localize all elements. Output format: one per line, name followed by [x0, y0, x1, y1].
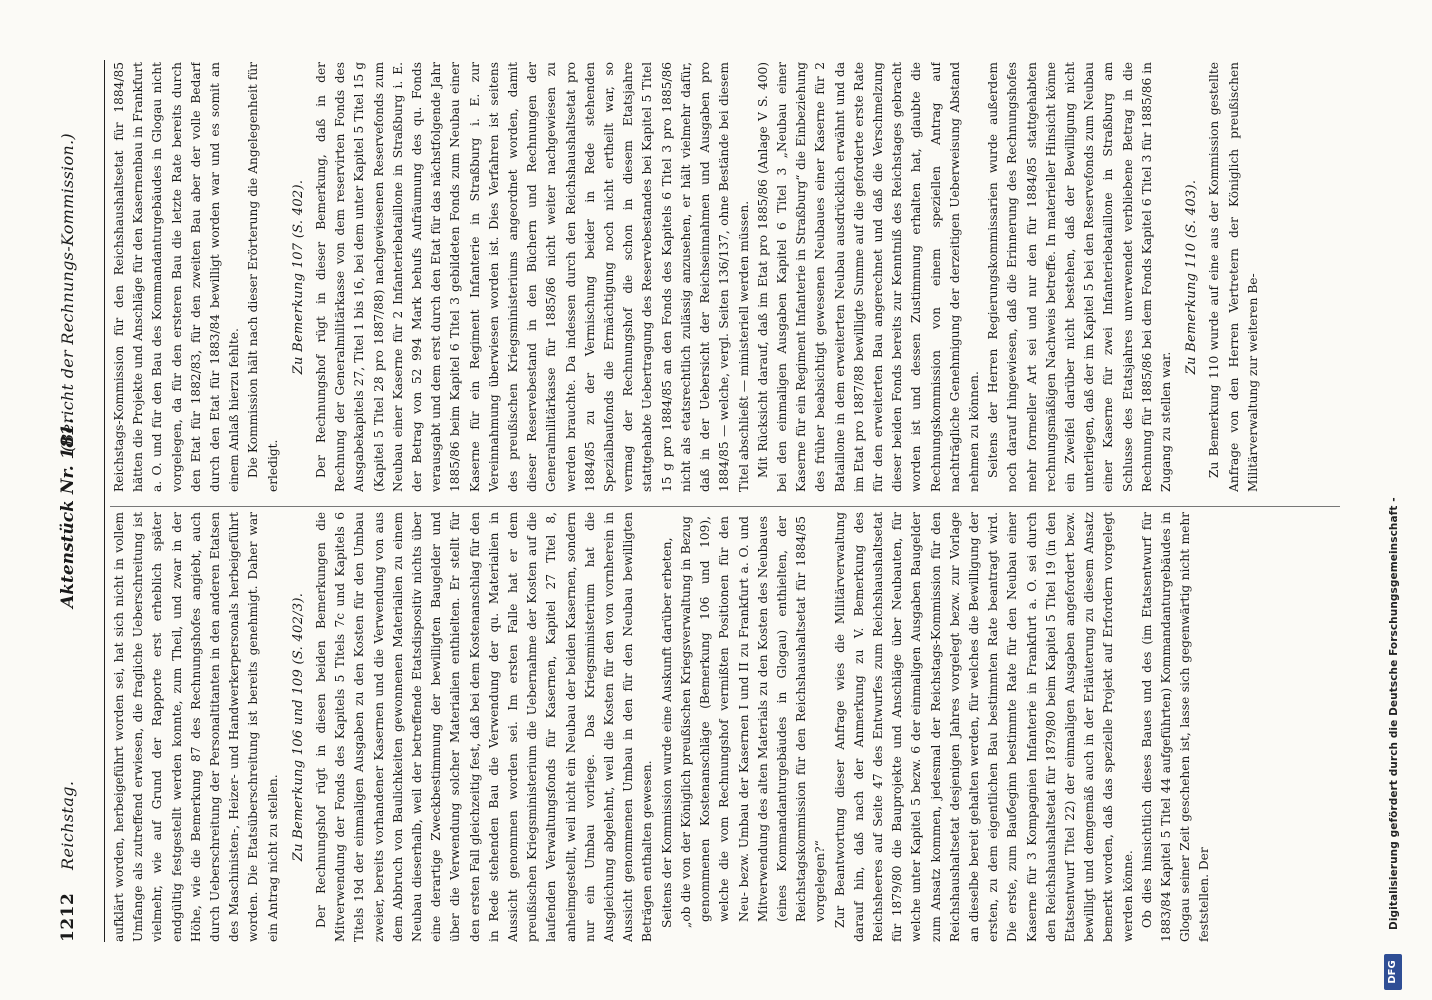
section-heading: Zu Bemerkung 110 (S. 403). — [1184, 179, 1200, 375]
header-rule — [104, 60, 105, 942]
paragraph: Der Rechnungshof rügt in diesen beiden Bemerkungen die Mitverwendung der Fonds des Kapitels 5 Titels 7c und Kapitels 6 Titels 19d der einmaligen Ausgaben zu den Kosten für den Umbau zweier, bereits vorhandener Kasernen und die Verwendung von aus dem Abbruch von Baulichkeiten gewonnenen Materialien zu einem Neubau dieserhalb, weil der betreffende Etatsdispositiv nichts über eine derartige Zweckbestimmung der bewilligten Baugelder und über die Verwendung solcher Materialien enthielten. Er stellt für den ersten Fall gleichzeitig fest, daß bei dem Kostenanschlag für den in Rede stehenden Bau die Verwendung der qu. Materialien in Aussicht genommen worden sei. Im ersten Falle hat er dem preußischen Kriegsministerium die Uebernahme der Kosten auf die laufenden Verwaltungsfonds für Kasernen, Kapitel 27 Titel 8, anheimgestellt, weil nicht ein Neubau der beiden Kasernen, sondern nur ein Umbau vorliege. Das Kriegsministerium hat die Ausgleichung abgelehnt, weil die Kosten für den von vornherein in Aussicht genommenen Umbau in den für den Neubau bewilligten Beträgen enthalten gewesen. — [314, 512, 655, 942]
paragraph: Zu Bemerkung 110 wurde auf eine aus der Kommission gestellte Anfrage von den Herren Vertretern der Königlich preußischen Militärverwaltung zur weiteren Be- — [1207, 62, 1260, 492]
text-column-right — [110, 62, 1360, 492]
paragraph: Die Kommission hält nach dieser Erörterung die Angelegenheit für erledigt. — [246, 62, 280, 492]
running-head: Reichstag. — [58, 780, 77, 870]
paragraph: Seitens der Kommission wurde eine Auskunft darüber erbeten, — [659, 537, 674, 928]
document-number: Aktenstück Nr. 181. — [58, 417, 78, 608]
paragraph: Der Rechnungshof rügt in dieser Bemerkung, daß in der Rechnung der Generalmilitärkasse von dem reservirten Fonds des Ausgabekapitels 27, Titel 1 bis 16, bei dem unter Kapitel 5 Titel 15 g (Kapitel 5 Titel 28 pro 1887/88) nachgewiesenen Reservefonds zum Neubau einer Kaserne für 2 Infanteriebataillone in Straßburg i. E. der Betrag von 52 994 Mark behufs Aufräumung des qu. Fonds verausgabt und dem erst durch den Etat für das nächstfolgende Jahr 1885/86 beim Kapitel 6 Titel 3 gebildeten Fonds zum Neubau einer Kaserne für ein Regiment Infanterie in Straßburg i. E. zur Vereinnahmung überwiesen worden ist. Dies Verfahren ist seitens des preußischen Kriegsministeriums angeordnet worden, damit dieser Reservebestand in den Büchern und Rechnungen der Generalmilitärkasse für 1885/86 nicht weiter nachgewiesen zu werden brauchte. Da indessen durch den Reichshaushaltsetat pro 1884/85 zu der Vermischung beider in Rede stehenden Spezialbaufonds die Ermächtigung noch nicht ertheilt war, so vermag der Rechnungshof die schon in diesem Etatsjahre stattgehabte Uebertragung des Reservebestandes bei Kapitel 5 Titel 15 g pro 1884/85 an den Fonds des Kapitels 6 Titel 3 pro 1885/86 nicht als etatsrechtlich zulässig anzusehen, er hält vielmehr dafür, daß in der Uebersicht der Reichseinnahmen und Ausgaben pro 1884/85 — welche, vergl. Seiten 136/137, ohne Bestände bei diesem Titel abschließt — ministeriell werden müssen. — [314, 62, 751, 492]
paragraph: Seitens der Herren Regierungskommissarien wurde außerdem noch darauf hingewiesen, daß die Erinnerung des Rechnungshofes mehr formeller Art sei und nur den für 1884/85 stattgehabten rechnungsmäßigen Nachweis betreffe. In materieller Hinsicht könne ein Zweifel darüber nicht bestehen, daß der Bewilligung nicht unterliegen, daß der im Kapitel 5 bei den Reservefonds zum Neubau einer Kaserne für zwei Infanteriebataillone in Straßburg am Schlusse des Etatsjahres unverwendet verbliebene Betrag in die Rechnung für 1885/86 bei dem Fonds Kapitel 6 Titel 3 für 1885/86 in Zugang zu stellen war. — [986, 62, 1173, 492]
paragraph: aufklärt worden, herbeigeführt worden sei, hat sich nicht in vollem Umfange als zutreffend erwiesen, die fragliche Ueberschreitung ist vielmehr, wie auf Grund der Rapporte erst erheblich später endgültig festgestellt werden konnte, zum Theil, und zwar in der Höhe, wie die Bemerkung 87 des Rechnungshofes angiebt, auch durch Ueberschreitung der Personaltitanten in den anderen Etatsen des Maschinisten-, Heizer- und Handwerkerpersonals herbeigeführt worden. Die Etatsüberschreitung ist bereits genehmigt. Daher war ein Antrag nicht zu stellen. — [112, 512, 280, 942]
paragraph: Mit Rücksicht darauf, daß im Etat pro 1885/86 (Anlage V S. 400) bei den einmaligen Ausgaben Kapitel 6 Titel 3 „Neubau einer Kaserne für ein Regiment Infanterie in Straßburg“ die Einbeziehung des früher beabsichtigt gewesenen Neubaues einer Kaserne für 2 Bataillone in dem erweiterten Neubau ausdrücklich erwähnt und da im Etat pro 1887/88 bewilligte Summe auf die geforderte erste Rate für den erweiterten Bau angerechnet und daß die Verschmelzung dieser beiden Fonds bereits zur Kenntniß des Reichstages gebracht worden ist und dessen Zustimmung erhalten hat, glaubte die Rechnungskommission von einem speziellen Antrag auf nachträgliche Genehmigung der derzeitigen Ueberweisung Abstand nehmen zu können. — [755, 62, 981, 492]
section-title: (Bericht der Rechnungs-Kommission.) — [58, 133, 77, 452]
text-column-left — [110, 512, 1360, 942]
paragraph: Ob dies hinsichtlich dieses Baues und des (im Etatsentwurf für 1883/84 Kapitel 5 Titel 44 aufgeführten) Kommandanturgebäudes in Glogau seiner Zeit geschehen ist, lasse sich gegenwärtig nicht mehr feststellen. Der — [1139, 512, 1212, 942]
quoted-question: „ob die von der Königlich preußischen Kriegsverwaltung in Bezug genommenen Kostenanschläge (Bemerkung 106 und 109), welche die vom Rechnungshof vermißten Positionen für den Neu- bezw. Umbau der Kasernen I und II zu Frankfurt a. O. und Mitverwendung des alten Materials zu den Kosten des Neubaues (eines Kommandanturgebäudes in Glogau) enthielten, der Reichstagskommission für den Reichshaushaltsetat für 1884/85 vorgelegen?“ — [678, 516, 828, 928]
paragraph: Zur Beantwortung dieser Anfrage wies die Militärverwaltung darauf hin, daß nach der Anmerkung zu V. Bemerkung des Reichsheeres auf Seite 47 des Entwurfes zum Reichshaushaltsetat für 1879/80 die Bauprojekte und Anschläge über Neubauten, für welche unter Kapitel 5 bezw. 6 der einmaligen Ausgaben Baugelder zum Ansatz kommen, jedesmal der Reichstags-Kommission für den Reichshaushaltsetat desjenigen Jahres vorgelegt bezw. zur Vorlage an dieselbe bereit gehalten werden, für welches die Bewilligung der ersten, zu dem eigentlichen Bau bestimmten Rate beantragt wird. Die erste, zum Bauбeginn bestimmte Rate für den Neubau einer Kaserne für 3 Kompagnien Infanterie in Frankfurt a. O. sei durch den Reichshaushaltsetat für 1879/80 beim Kapitel 5 Titel 19 (in den Etatsentwurf Titel 22) der einmaligen Ausgaben angefordert bezw. bewilligt und demgemäß auch in der Erläuterung zu diesem Ansatz bemerkt worden, daß das spezielle Projekt auf Erfordern vorgelegt werden könne. — [832, 512, 1135, 942]
digitization-credit: Digitalisierung gefördert durch die Deutsche Forschungsgemeinschaft - — [1388, 497, 1400, 930]
section-heading: Zu Bemerkung 107 (S. 402). — [290, 179, 306, 375]
section-heading: Zu Bemerkung 106 und 109 (S. 402/3). — [290, 592, 306, 862]
dfg-logo: DFG — [1384, 954, 1402, 990]
column-divider — [110, 506, 1340, 507]
page-number: 1212 — [58, 892, 78, 942]
paragraph: Reichstags-Kommission für den Reichshaushaltsetat für 1884/85 hätten die Projekte und Anschläge für den Kasernenbau in Frankfurt a. O. und für den Bau des Kommandanturgebäudes in Glogau nicht vorgelegen, da für den ersteren Bau die letzte Rate bereits durch den Etat für 1882/83, für den zweiten Bau aber der volle Bedarf durch den Etat für 1883/84 bewilligt worden war und es somit an einem Anlaß hierzu fehlte. — [112, 62, 242, 492]
